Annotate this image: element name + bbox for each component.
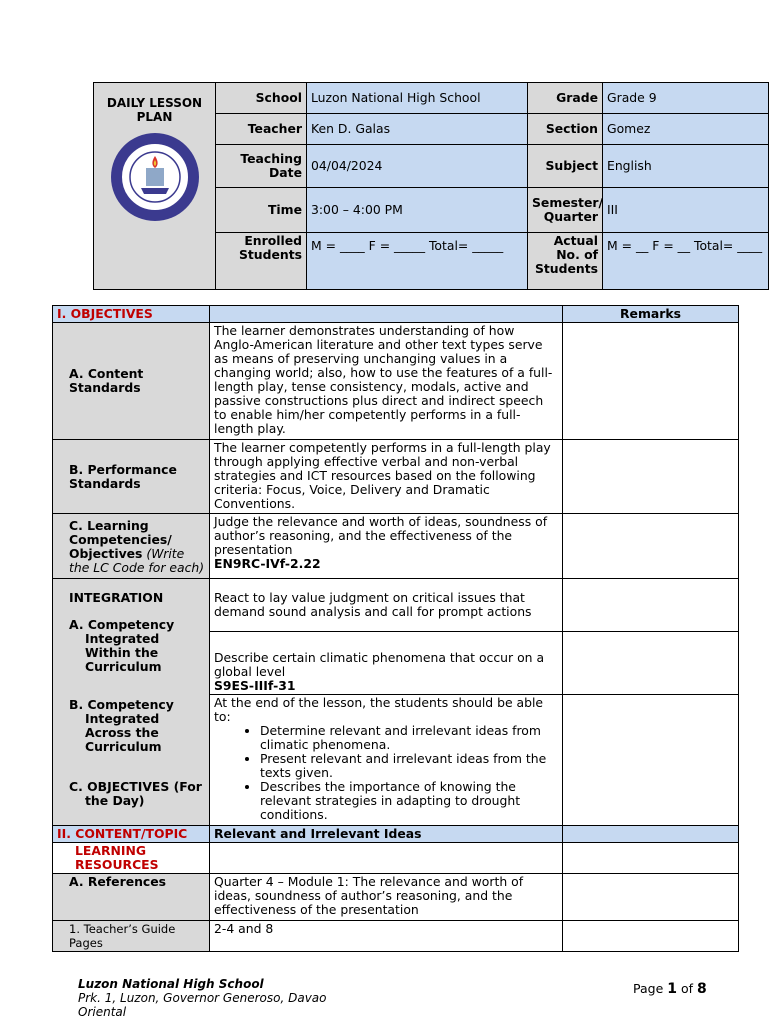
section-label: Section bbox=[528, 114, 603, 145]
page-total: 8 bbox=[697, 981, 707, 997]
tg-value: 2-4 and 8 bbox=[210, 921, 563, 952]
footer-address: Prk. 1, Luzon, Governor Generoso, Davao bbox=[78, 991, 327, 1005]
subject-label: Subject bbox=[528, 145, 603, 188]
teacher-label: Teacher bbox=[216, 114, 307, 145]
grade-value: Grade 9 bbox=[603, 83, 769, 114]
semester-label: Semester/ Quarter bbox=[528, 188, 603, 233]
enrolled-label: Enrolled Students bbox=[216, 233, 307, 290]
remarks-cell bbox=[563, 323, 739, 440]
date-label: Teaching Date bbox=[216, 145, 307, 188]
remarks-cell bbox=[563, 440, 739, 514]
page-prefix: Page bbox=[633, 981, 664, 996]
date-value: 04/04/2024 bbox=[307, 145, 528, 188]
objectives-heading: I. OBJECTIVES bbox=[53, 306, 210, 323]
day-objectives-list bbox=[214, 724, 558, 822]
actual-label: Actual No. of Students bbox=[528, 233, 603, 290]
competencies-label: C. Learning Competencies/ Objectives bbox=[69, 518, 172, 561]
across-text: Describe certain climatic phenomena that occur on a global level bbox=[214, 650, 545, 679]
enrolled-value: M = ____ F = _____ Total= _____ bbox=[307, 233, 528, 290]
performance-standards-label: B. Performance Standards bbox=[53, 440, 210, 514]
remarks-cell bbox=[563, 514, 739, 579]
competencies-text: Judge the relevance and worth of ideas, soundness of author’s reasoning, and the effectiveness of the presentation bbox=[214, 514, 548, 557]
remarks-cell bbox=[563, 843, 739, 874]
remarks-cell bbox=[563, 579, 739, 632]
teacher-value: Ken D. Galas bbox=[307, 114, 528, 145]
competencies-label-cell bbox=[53, 514, 210, 579]
day-objectives-cell bbox=[210, 695, 563, 826]
school-label: School bbox=[216, 83, 307, 114]
remarks-cell bbox=[563, 874, 739, 921]
lesson-table bbox=[52, 305, 739, 952]
list-item: • Describes the importance of knowing the relevant strategies in adapting to drought conditions. bbox=[260, 780, 558, 822]
competencies-note: (Write the LC Code for each) bbox=[69, 546, 205, 575]
footer-address-cut: Oriental bbox=[78, 1005, 127, 1019]
footer-school: Luzon National High School bbox=[78, 977, 264, 991]
within-label: A. Competency Integrated Within the Curriculum bbox=[69, 617, 175, 674]
dlp-title-cell bbox=[94, 83, 216, 290]
remarks-heading: Remarks bbox=[563, 306, 739, 323]
performance-standards-text: The learner competently performs in a full-length play through applying effective verbal and non-verbal strategies and ICT resources based on the following criteria: Focus, Voice, Delivery and Dramatic Conventions. bbox=[210, 440, 563, 514]
page-number: 1 bbox=[667, 981, 677, 997]
school-value: Luzon National High School bbox=[307, 83, 528, 114]
remarks-cell bbox=[563, 695, 739, 826]
remarks-cell bbox=[563, 632, 739, 695]
across-label: B. Competency Integrated Across the Curriculum bbox=[69, 697, 174, 754]
integration-label: INTEGRATION bbox=[69, 590, 164, 605]
tg-label: 1. Teacher’s Guide Pages bbox=[53, 921, 210, 952]
day-objectives-intro: At the end of the lesson, the students should be able to: bbox=[214, 695, 544, 724]
competencies-cell bbox=[210, 514, 563, 579]
across-code: S9ES-IIIf-31 bbox=[214, 678, 296, 693]
learning-resources-label: LEARNING RESOURCES bbox=[53, 843, 210, 874]
page-of: of bbox=[680, 981, 694, 996]
grade-label: Grade bbox=[528, 83, 603, 114]
within-text: React to lay value judgment on critical issues that demand sound analysis and call for prompt actions bbox=[210, 579, 563, 632]
content-remarks bbox=[563, 826, 739, 843]
school-seal-icon bbox=[108, 130, 202, 224]
actual-value: M = __ F = __ Total= ____ bbox=[603, 233, 769, 290]
list-item: • Determine relevant and irrelevant ideas from climatic phenomena. bbox=[260, 724, 558, 752]
page-indicator bbox=[633, 981, 707, 997]
time-label: Time bbox=[216, 188, 307, 233]
content-standards-label: A. Content Standards bbox=[53, 323, 210, 440]
content-topic: Relevant and Irrelevant Ideas bbox=[210, 826, 563, 843]
content-standards-text: The learner demonstrates understanding of how Anglo-American literature and other text types serve as means of preserving unchanging values in a changing world; also, how to use the features of a full-length play, tense consistency, modals, active and passive constructions plus direct and indirect speech to enable him/her competently performs in a full-length play. bbox=[210, 323, 563, 440]
list-item: • Present relevant and irrelevant ideas from the texts given. bbox=[260, 752, 558, 780]
integration-label-cell bbox=[53, 579, 210, 826]
references-text: Quarter 4 – Module 1: The relevance and worth of ideas, soundness of author’s reasoning, and the effectiveness of the presentation bbox=[210, 874, 563, 921]
header-table bbox=[93, 82, 769, 290]
section-value: Gomez bbox=[603, 114, 769, 145]
references-label: A. References bbox=[53, 874, 210, 921]
time-value: 3:00 – 4:00 PM bbox=[307, 188, 528, 233]
competencies-code: EN9RC-IVf-2.22 bbox=[214, 556, 321, 571]
subject-value: English bbox=[603, 145, 769, 188]
learning-resources-blank bbox=[210, 843, 563, 874]
dlp-title: DAILY LESSON PLAN bbox=[106, 96, 203, 124]
footer-school-block bbox=[78, 977, 327, 1019]
objectives-heading-blank bbox=[210, 306, 563, 323]
semester-value: III bbox=[603, 188, 769, 233]
day-objectives-label: C. OBJECTIVES (For the Day) bbox=[69, 779, 202, 808]
content-heading: II. CONTENT/TOPIC bbox=[53, 826, 210, 843]
across-cell bbox=[210, 632, 563, 695]
remarks-cell bbox=[563, 921, 739, 952]
